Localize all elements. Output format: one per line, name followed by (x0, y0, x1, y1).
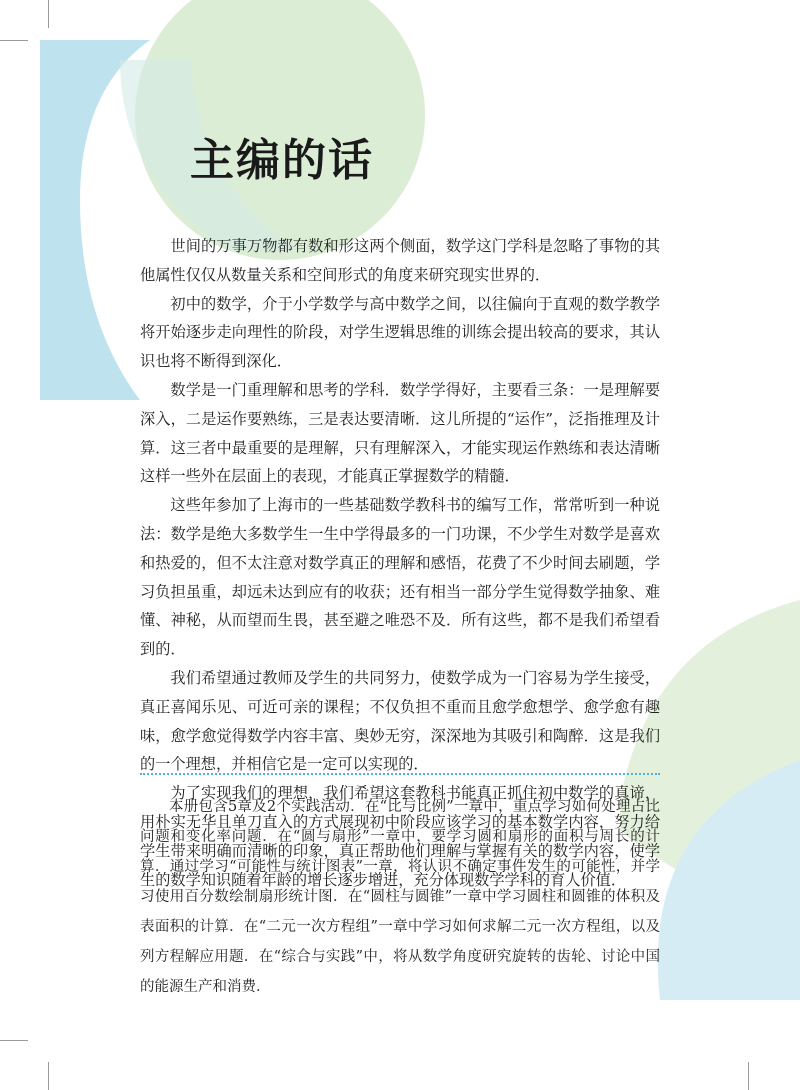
book-summary: 本册包含5章及2个实践活动．在“比与比例”一章中，重点学习如何处理占比问题和变化率问题．在“圆与扇形”一章中，要学习圆和扇形的面积与周长的计算．通过学习“可能性与统计图表”一章，将认识不确定事件发生的可能性，并学习使用百分数绘制扇形统计图．在“圆柱与圆锥”一章中学习圆柱和圆锥的体积及表面积的计算．在“二元一次方程组”一章中学习如何求解二元一次方程组，以及列方程解应用题．在“综合与实践”中，将从数学角度研究旋转的齿轮、讨论中国的能源生产和消费． (140, 799, 660, 995)
crop-mark-bottom-left (48, 1062, 49, 1090)
paragraph: 世间的万事万物都有数和形这两个侧面，数学这门学科是忽略了事物的其他属性仅仅从数量关系和空间形式的角度来研究现实世界的． (140, 237, 660, 284)
crop-mark-top-left (48, 0, 49, 28)
paragraph: 我们希望通过教师及学生的共同努力，使数学成为一门容易为学生接受，真正喜闻乐见、可近可亲的课程；不仅负担不重而且愈学愈想学、愈学愈有趣味，愈学愈觉得数学内容丰富、奥妙无穷，深深地为其吸引和陶醉．这是我们的一个理想，并相信它是一定可以实现的． (140, 668, 660, 774)
paragraph: 为了实现我们的理想，我们希望这套教科书能真正抓住初中数学的真谛，用朴实无华且单刀直入的方式展现初中阶段应该学习的基本数学内容，努力给学生带来明确而清晰的印象，真正帮助他们理解与掌握有关的数学内容，使学生的数学知识随着年龄的增长逐步增进，充分体现数学学科的育人价值． (140, 784, 660, 889)
crop-mark-left-top (0, 40, 28, 41)
paragraph: 这些年参加了上海市的一些基础数学教科书的编写工作，常常听到一种说法：数学是绝大多数学生一生中学得最多的一门功课，不少学生对数学是喜欢和热爱的，但不太注意对数学真正的理解和感悟，花费了不少时间去刷题，学习负担虽重，却远未达到应有的收获；还有相当一部分学生觉得数学抽象、难懂、神秘，从而望而生畏，甚至避之唯恐不及．所有这些，都不是我们希望看到的． (140, 496, 660, 659)
paragraph: 初中的数学，介于小学数学与高中数学之间，以往偏向于直观的数学教学将开始逐步走向理性的阶段，对学生逻辑思维的训练会提出较高的要求，其认识也将不断得到深化． (140, 294, 660, 371)
crop-mark-bottom-right (748, 1062, 749, 1090)
crop-mark-left-bottom (0, 1040, 28, 1041)
dotted-divider (140, 773, 660, 775)
page-title: 主编的话 (190, 135, 374, 186)
paragraph: 数学是一门重理解和思考的学科．数学学得好，主要看三条：一是理解要深入，二是运作要熟练，三是表达要清晰．这儿所提的“运作”，泛指推理及计算．这三者中最重要的是理解，只有理解深入，才能实现运作熟练和表达清晰这样一些外在层面上的表现，才能真正掌握数学的精髓． (140, 380, 660, 486)
